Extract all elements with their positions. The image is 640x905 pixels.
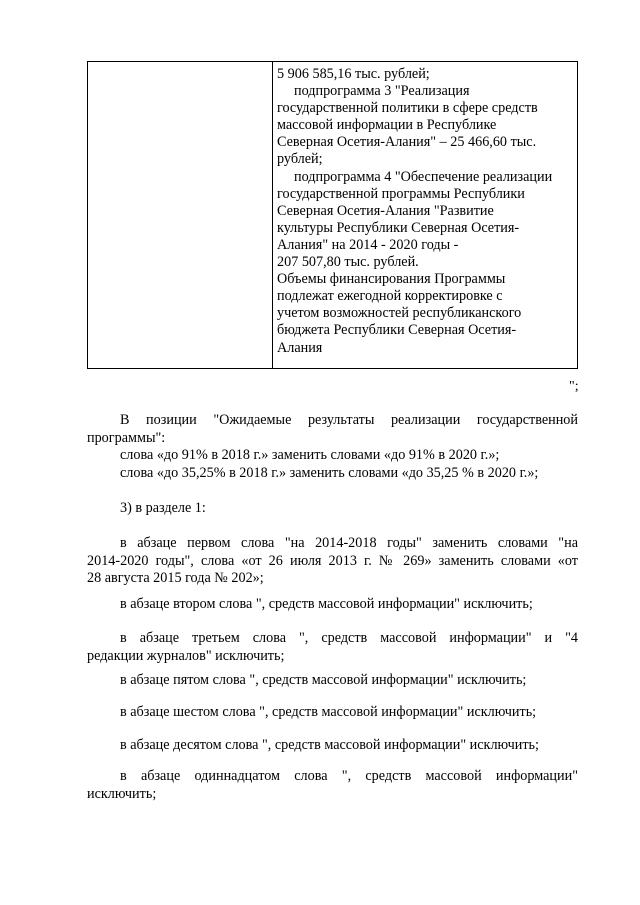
table-cell-line: подпрограмма 4 "Обеспечение реализации bbox=[294, 168, 553, 185]
table-cell-line: Северная Осетия-Алания" – 25 466,60 тыс. bbox=[277, 134, 537, 151]
closing-quote: "; bbox=[569, 379, 579, 394]
table-cell-line: подпрограмма 3 "Реализация bbox=[294, 83, 470, 100]
table-cell-line: подлежат ежегодной корректировке с bbox=[277, 288, 503, 305]
table-cell-line: Объемы финансирования Программы bbox=[277, 271, 506, 288]
paragraph-sixth-abzac bbox=[87, 704, 578, 722]
paragraph-third-abzac bbox=[87, 630, 578, 665]
paragraph-fifth-abzac bbox=[87, 672, 578, 690]
text-line: в абзаце первом слова "на 2014-2018 годы" заменить словами "на bbox=[120, 535, 578, 551]
text-line: слова «до 35,25% в 2018 г.» заменить словами «до 35,25 % в 2020 г.»; bbox=[120, 464, 539, 481]
table-cell-line: бюджета Республики Северная Осетия- bbox=[277, 322, 517, 339]
table-cell-line: культуры Республики Северная Осетия- bbox=[277, 219, 520, 236]
text-line: 28 августа 2015 года № 202»; bbox=[87, 570, 264, 587]
table-cell-line: государственной программы Республики bbox=[277, 185, 525, 202]
table-cell-line: 5 906 585,16 тыс. рублей; bbox=[277, 66, 430, 82]
table-cell-label bbox=[88, 62, 273, 369]
text-line: в абзаце одиннадцатом слова ", средств массовой информации" bbox=[120, 768, 578, 784]
table-cell-line: Северная Осетия-Алания "Развитие bbox=[277, 202, 494, 219]
table-cell-line: массовой информации в Республике bbox=[277, 117, 497, 134]
text-line: программы": bbox=[87, 429, 166, 446]
text-line: в абзаце третьем слова ", средств массовой информации" и "4 bbox=[120, 630, 578, 646]
text-line: в абзаце втором слова ", средств массовой информации" исключить; bbox=[120, 596, 533, 612]
text-line: слова «до 91% в 2018 г.» заменить словами «до 91% в 2020 г.»; bbox=[120, 447, 500, 464]
cell-text bbox=[277, 66, 574, 357]
text-line: в абзаце пятом слова ", средств массовой информации" исключить; bbox=[120, 672, 527, 688]
paragraph-eleventh-abzac bbox=[87, 768, 578, 803]
paragraph-tenth-abzac bbox=[87, 737, 578, 755]
paragraph-section-1 bbox=[87, 500, 578, 518]
table-cell-line: Алания bbox=[277, 339, 323, 356]
paragraph-expected-results bbox=[87, 412, 578, 482]
paragraph-second-abzac bbox=[87, 596, 578, 614]
text-line: 3) в разделе 1: bbox=[120, 500, 206, 516]
text-line: исключить; bbox=[87, 785, 157, 802]
table-cell-line: 207 507,80 тыс. рублей. bbox=[277, 254, 419, 271]
table-cell-line: Алания" на 2014 - 2020 годы - bbox=[277, 236, 459, 253]
table-cell-content bbox=[273, 62, 578, 369]
financing-table bbox=[87, 61, 578, 369]
table-cell-line: государственной политики в сфере средств bbox=[277, 100, 538, 117]
text-line: в абзаце десятом слова ", средств массовой информации" исключить; bbox=[120, 737, 539, 753]
text-line: 2014-2020 годы", слова «от 26 июля 2013 г. № 269» заменить словами «от bbox=[87, 552, 578, 569]
table-row bbox=[88, 62, 578, 369]
table-cell-line: рублей; bbox=[277, 151, 323, 168]
table-cell-line: учетом возможностей республиканского bbox=[277, 305, 522, 322]
paragraph-first-abzac bbox=[87, 535, 578, 588]
text-line: в абзаце шестом слова ", средств массовой информации" исключить; bbox=[120, 704, 537, 720]
text-line: редакции журналов" исключить; bbox=[87, 647, 285, 664]
text-line: В позиции "Ожидаемые результаты реализации государственной bbox=[120, 412, 578, 428]
